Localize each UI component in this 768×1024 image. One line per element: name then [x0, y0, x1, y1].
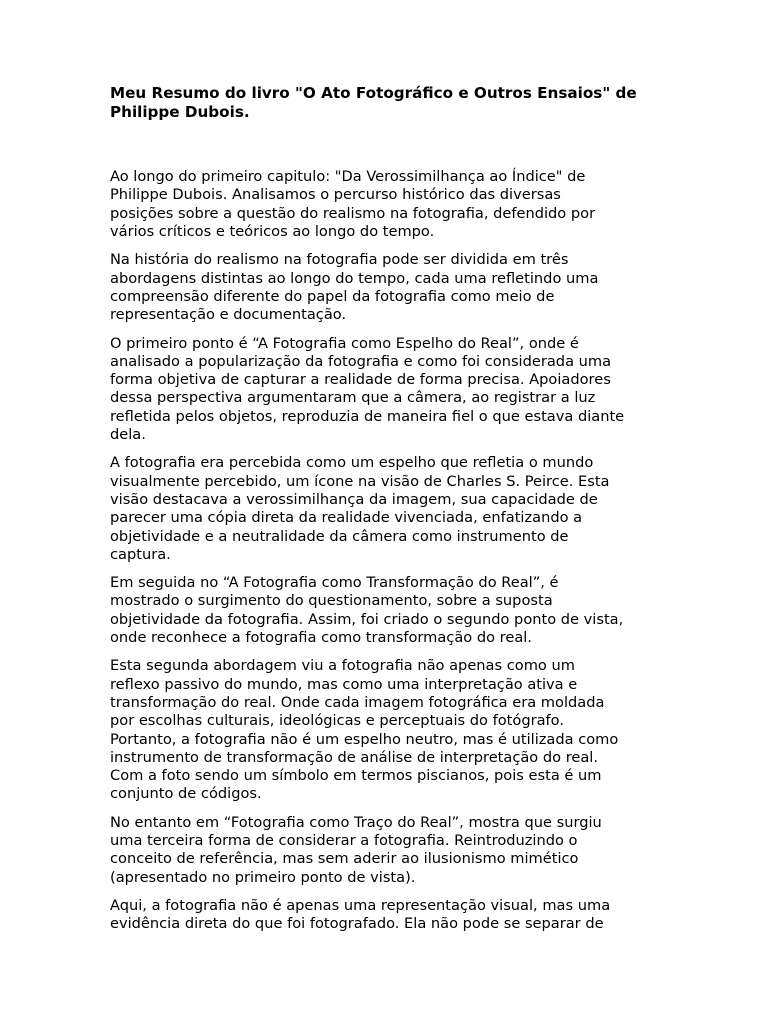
document-title: Meu Resumo do livro "O Ato Fotográfico e Outros Ensaios" de Philippe Dubois.	[110, 84, 637, 121]
paragraph: Esta segunda abordagem viu a fotografia não apenas como um reflexo passivo do mundo, mas como uma interpretação ativa e transformação do real. Onde cada imagem fotográfica era moldada por escolhas culturais, ideológicas e perceptuais do fotógrafo. Portanto, a fotografia não é um espelho neutro, mas é utilizada como instrumento de transformação de análise de interpretação do real. Com a foto sendo um símbolo em termos piscianos, pois esta é um conjunto de códigos.	[110, 657, 619, 803]
paragraph: A fotografia era percebida como um espelho que refletia o mundo visualmente percebido, um ícone na visão de Charles S. Peirce. Esta visão destacava a verossimilhança da imagem, sua capacidade de parecer uma cópia direta da realidade vivenciada, enfatizando a objetividade e a neutralidade da câmera como instrumento de captura.	[110, 454, 610, 563]
paragraph: Ao longo do primeiro capitulo: "Da Verossimilhança ao Índice" de Philippe Dubois. Analisamos o percurso histórico das diversas posições sobre a questão do realismo na fotografia, defendido por vários críticos e teóricos ao longo do tempo.	[110, 168, 596, 241]
paragraph: O primeiro ponto é “A Fotografia como Espelho do Real”, onde é analisado a popularização da fotografia e como foi considerada uma forma objetiva de capturar a realidade de forma precisa. Apoiadores dessa perspectiva argumentaram que a câmera, ao registrar a luz refletida pelos objetos, reproduzia de maneira fiel o que estava diante dela.	[110, 334, 625, 444]
document-body	[110, 168, 670, 933]
paragraph: No entanto em “Fotografia como Traço do Real”, mostra que surgiu uma terceira forma de considerar a fotografia. Reintroduzindo o conceito de referência, mas sem aderir ao ilusionismo mimético (apresentado no primeiro ponto de vista).	[110, 813, 602, 886]
paragraph: Aqui, a fotografia não é apenas uma representação visual, mas uma evidência direta do que foi fotografado. Ela não pode se separar de	[110, 896, 611, 933]
paragraph: Na história do realismo na fotografia pode ser dividida em três abordagens distintas ao longo do tempo, cada uma refletindo uma compreensão diferente do papel da fotografia como meio de representação e documentação.	[110, 251, 599, 324]
paragraph: Em seguida no “A Fotografia como Transformação do Real”, é mostrado o surgimento do questionamento, sobre a suposta objetividade da fotografia. Assim, foi criado o segundo ponto de vista, onde reconhece a fotografia como transformação do real.	[110, 574, 624, 647]
document-page	[110, 84, 670, 943]
